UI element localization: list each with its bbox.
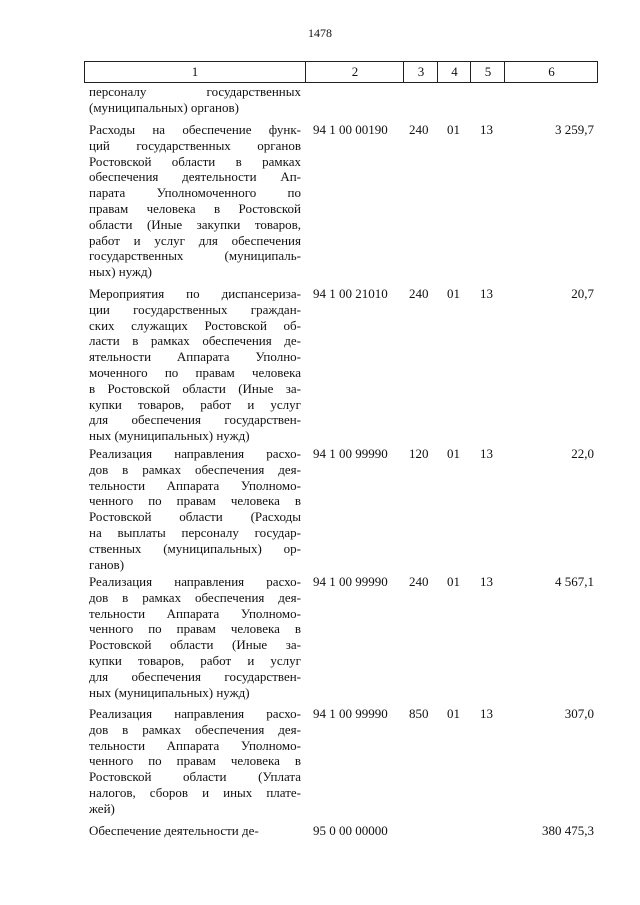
subsection-code: 13 [480, 122, 493, 137]
description-line: ственных (муниципальных) ор- [89, 540, 301, 556]
amount-value: 22,0 [571, 446, 594, 461]
row-description [89, 122, 301, 280]
amount-value: 307,0 [564, 706, 594, 721]
subsection-code: 13 [480, 706, 493, 721]
description-line: ганов) [89, 556, 125, 572]
amount-value: 20,7 [571, 286, 594, 301]
description-line: Ростовской области (Уплата [89, 769, 301, 785]
header-col-5: 5 [470, 62, 505, 82]
row-description [89, 823, 301, 839]
header-col-1: 1 [191, 64, 199, 79]
section-code: 01 [447, 574, 460, 589]
header-col-2: 2 [305, 62, 404, 82]
amount-value: 380 475,3 [542, 823, 594, 838]
description-line: ченного по правам человека в [89, 493, 301, 509]
description-line: ченного по правам человека в [89, 753, 301, 769]
description-line: жей) [89, 800, 115, 816]
description-line: дов в рамках обеспечения дея- [89, 461, 301, 477]
row-description [89, 706, 301, 817]
row-description [89, 574, 301, 700]
description-line: Ростовской области (Иные за- [89, 637, 301, 653]
target-article-code: 94 1 00 99990 [313, 706, 388, 721]
description-line: тельности Аппарата Уполномо- [89, 477, 301, 493]
amount-value: 3 259,7 [555, 122, 594, 137]
table-header [84, 61, 598, 83]
target-article-code: 94 1 00 21010 [313, 286, 388, 301]
target-article-code: 94 1 00 99990 [313, 574, 388, 589]
description-line: ятельности Аппарата Уполно- [89, 349, 301, 365]
description-line: ченного по правам человека в [89, 621, 301, 637]
amount-value: 4 567,1 [555, 574, 594, 589]
header-col-3: 3 [403, 62, 438, 82]
description-line: ций государственных органов [89, 137, 301, 153]
description-line: (муниципальных) органов) [89, 99, 239, 115]
description-line: ных (муниципальных) нужд) [89, 684, 250, 700]
page-number: 1478 [308, 26, 332, 40]
header-col-4: 4 [437, 62, 471, 82]
description-line: Реализация направления расхо- [89, 574, 301, 589]
description-line: для обеспечения государствен- [89, 668, 301, 684]
description-line: ных) нужд) [89, 264, 152, 280]
description-line: моченного по правам человека [89, 364, 301, 380]
description-line: Реализация направления расхо- [89, 706, 301, 721]
description-line: дов в рамках обеспечения дея- [89, 589, 301, 605]
description-line: персоналу государственных [89, 84, 301, 99]
description-line: ских служащих Ростовской об- [89, 317, 301, 333]
description-line: Мероприятия по диспансеризa- [89, 286, 301, 301]
subsection-code: 13 [480, 446, 493, 461]
description-line: ласти в рамках обеспечения де- [89, 333, 301, 349]
section-code: 01 [447, 446, 460, 461]
description-line: тельности Аппарата Уполномо- [89, 737, 301, 753]
description-line: Расходы на обеспечение функ- [89, 122, 301, 137]
expense-type-code: 850 [409, 706, 429, 721]
description-line: Ростовской области (Расходы [89, 509, 301, 525]
description-line: парата Уполномоченного по [89, 185, 301, 201]
description-line: Ростовской области в рамках [89, 153, 301, 169]
target-article-code: 94 1 00 99990 [313, 446, 388, 461]
description-line: обеспечения деятельности Ап- [89, 169, 301, 185]
row-description [89, 286, 301, 444]
expense-type-code: 240 [409, 286, 429, 301]
row-description [89, 84, 301, 116]
section-code: 01 [447, 286, 460, 301]
description-line: дов в рамках обеспечения дея- [89, 721, 301, 737]
description-line: для обеспечения государствен- [89, 412, 301, 428]
expense-type-code: 240 [409, 122, 429, 137]
header-col-6: 6 [504, 62, 598, 82]
description-line: на выплаты персоналу государ- [89, 524, 301, 540]
description-line: государственных (муниципаль- [89, 248, 301, 264]
description-line: ных (муниципальных) нужд) [89, 428, 250, 444]
description-line: ции государственных граждан- [89, 301, 301, 317]
row-description [89, 446, 301, 572]
target-article-code: 94 1 00 00190 [313, 122, 388, 137]
description-line: купки товаров, работ и услуг [89, 396, 301, 412]
description-line: правам человека в Ростовской [89, 200, 301, 216]
subsection-code: 13 [480, 574, 493, 589]
description-line: работ и услуг для обеспечения [89, 232, 301, 248]
description-line: тельности Аппарата Уполномо- [89, 605, 301, 621]
description-line: Реализация направления расхо- [89, 446, 301, 461]
expense-type-code: 120 [409, 446, 429, 461]
description-line: области (Иные закупки товаров, [89, 216, 301, 232]
description-line: налогов, сборов и иных плате- [89, 784, 301, 800]
section-code: 01 [447, 122, 460, 137]
subsection-code: 13 [480, 286, 493, 301]
description-line: Обеспечение деятельности де- [89, 823, 259, 838]
description-line: купки товаров, работ и услуг [89, 652, 301, 668]
description-line: в Ростовской области (Иные за- [89, 380, 301, 396]
expense-type-code: 240 [409, 574, 429, 589]
target-article-code: 95 0 00 00000 [313, 823, 388, 838]
section-code: 01 [447, 706, 460, 721]
